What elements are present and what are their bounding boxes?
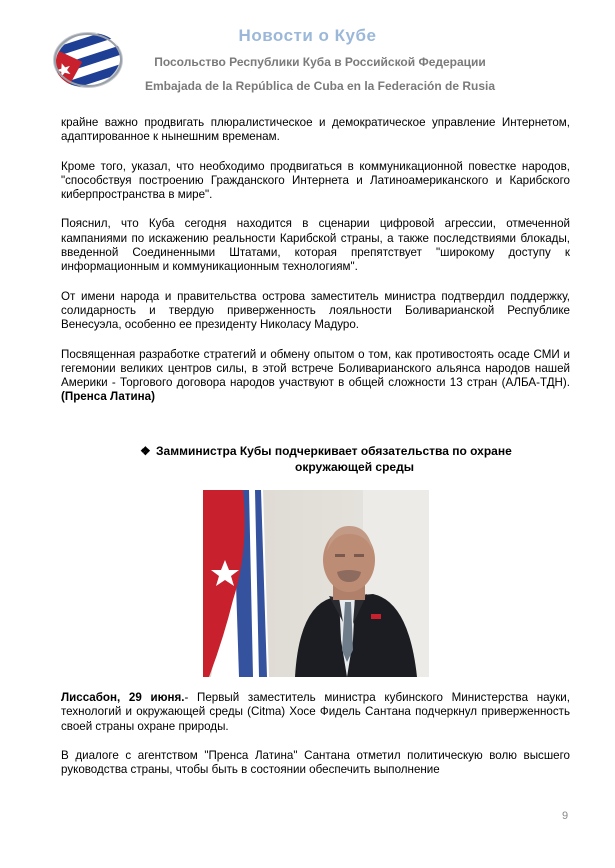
dateline: Лиссабон, 29 июня. bbox=[61, 691, 185, 704]
paragraph: Кроме того, указал, что необходимо продвигаться в коммуникационной повестке народов, "способствуя построению Гражданского Интернета и Латиноамериканского и Карибского киберпространства в мире". bbox=[61, 159, 570, 202]
embassy-name-ru: Посольство Республики Куба в Российской Федерации bbox=[154, 55, 486, 69]
heading-line-1: Замминистра Кубы подчеркивает обязательства по охране bbox=[156, 444, 512, 458]
heading-line-2: окружающей среды bbox=[295, 460, 414, 474]
news-source: (Пренса Латина) bbox=[61, 390, 155, 404]
cuban-flag-icon bbox=[203, 490, 269, 677]
header-title: Новости о Кубе bbox=[238, 26, 377, 45]
paragraph: В диалоге с агентством "Пренса Латина" Сантана отметил политическую волю высшего руководства страны, чтобы быть в состоянии обеспечить выполнение bbox=[61, 748, 570, 777]
article-body bbox=[61, 116, 570, 420]
article-photo bbox=[203, 490, 429, 677]
paragraph bbox=[61, 691, 570, 734]
page-number: 9 bbox=[562, 810, 569, 822]
paragraph: От имени народа и правительства острова заместитель министра подтвердил поддержку, солидарность и твердую приверженность лояльности Боливарианской Республике Венесуэла, особенно ее президенту Николасу Мадуро. bbox=[61, 289, 570, 332]
paragraph-text: Посвященная разработке стратегий и обмену опытом о том, как противостоять осаде СМИ и гегемонии великих центров силы, в этой встрече Боливарианского альянса народов нашей Америки - Торгового договора народов участвуют в общей сложности 13 стран (АЛБА-ТДН). bbox=[61, 347, 570, 390]
diamond-bullet-icon: ❖ bbox=[140, 444, 151, 458]
photo-illustration bbox=[203, 490, 429, 677]
paragraph: крайне важно продвигать плюралистическое и демократическое управление Интернетом, адаптированное к нынешним временам. bbox=[61, 116, 570, 144]
paragraph: Пояснил, что Куба сегодня находится в сценарии цифровой агрессии, отмеченной кампаниями по искажению реальности Карибской страны, а также последствиями блокады, введенной Соединенными Штатами, которая препятствует "широкому доступу к информационным и коммуникационным технологиям". bbox=[61, 217, 570, 274]
paragraph bbox=[61, 348, 570, 405]
article-2-body bbox=[61, 691, 570, 792]
embassy-name-es: Embajada de la República de Cuba en la Federación de Rusia bbox=[144, 79, 496, 93]
paragraph-text: - Первый заместитель министра кубинского Министерства науки, технологий и окружающей среды (Citma) Хосе Фидель Сантана подчеркнул приверженность своей страны охране природы. bbox=[61, 691, 570, 733]
page-header bbox=[0, 0, 615, 110]
